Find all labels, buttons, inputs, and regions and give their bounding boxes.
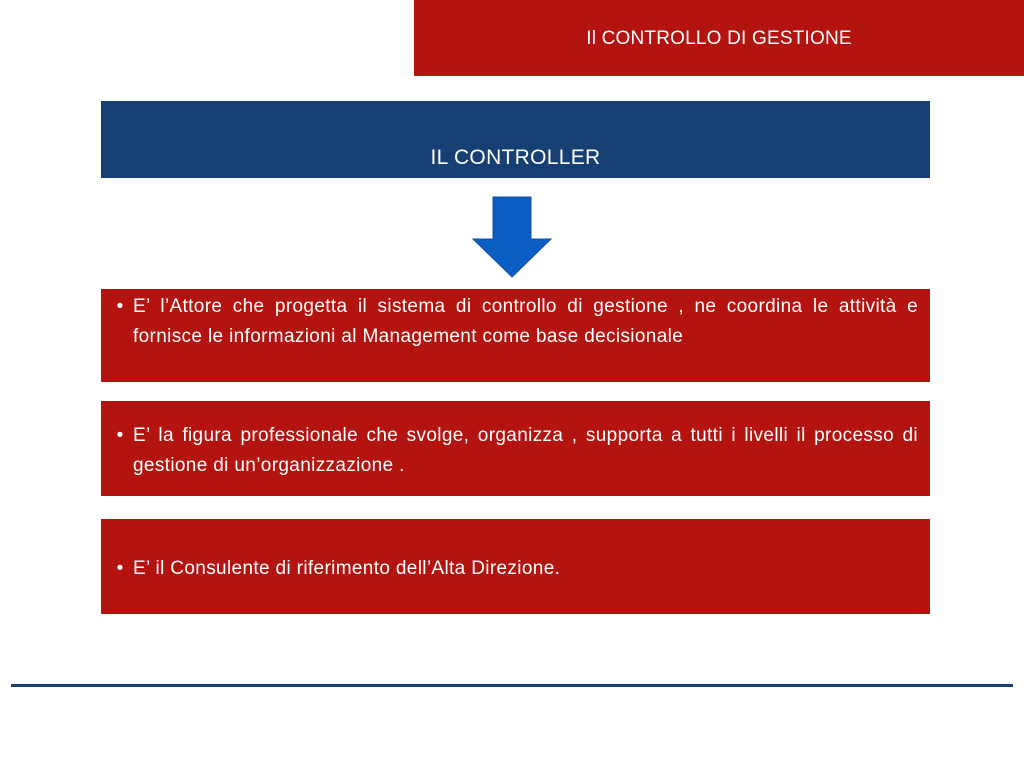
bullet-text: E’ l’Attore che progetta il sistema di controllo di gestione , ne coordina le attività e fornisce le informazioni al Management come base decisionale [133,296,918,347]
down-arrow-icon [472,196,552,278]
bullet-text: E’ la figura professionale che svolge, organizza , supporta a tutti i livelli il processo di gestione di un’organizzazione . [133,425,918,476]
bullet-marker: • [116,425,124,446]
page-title: Il CONTROLLO DI GESTIONE [586,28,852,49]
bullet-marker: • [116,296,124,317]
bullet-text: E’ il Consulente di riferimento dell’Alta Direzione. [133,558,561,579]
bullet-marker: • [116,558,124,579]
bottom-divider [11,684,1013,687]
controller-heading-box [101,101,930,178]
controller-heading: IL CONTROLLER [430,146,601,169]
header-banner [414,0,1024,76]
bullet-item-2 [101,401,930,496]
bullet-item-1 [101,289,930,382]
bullet-item-3 [101,519,930,614]
